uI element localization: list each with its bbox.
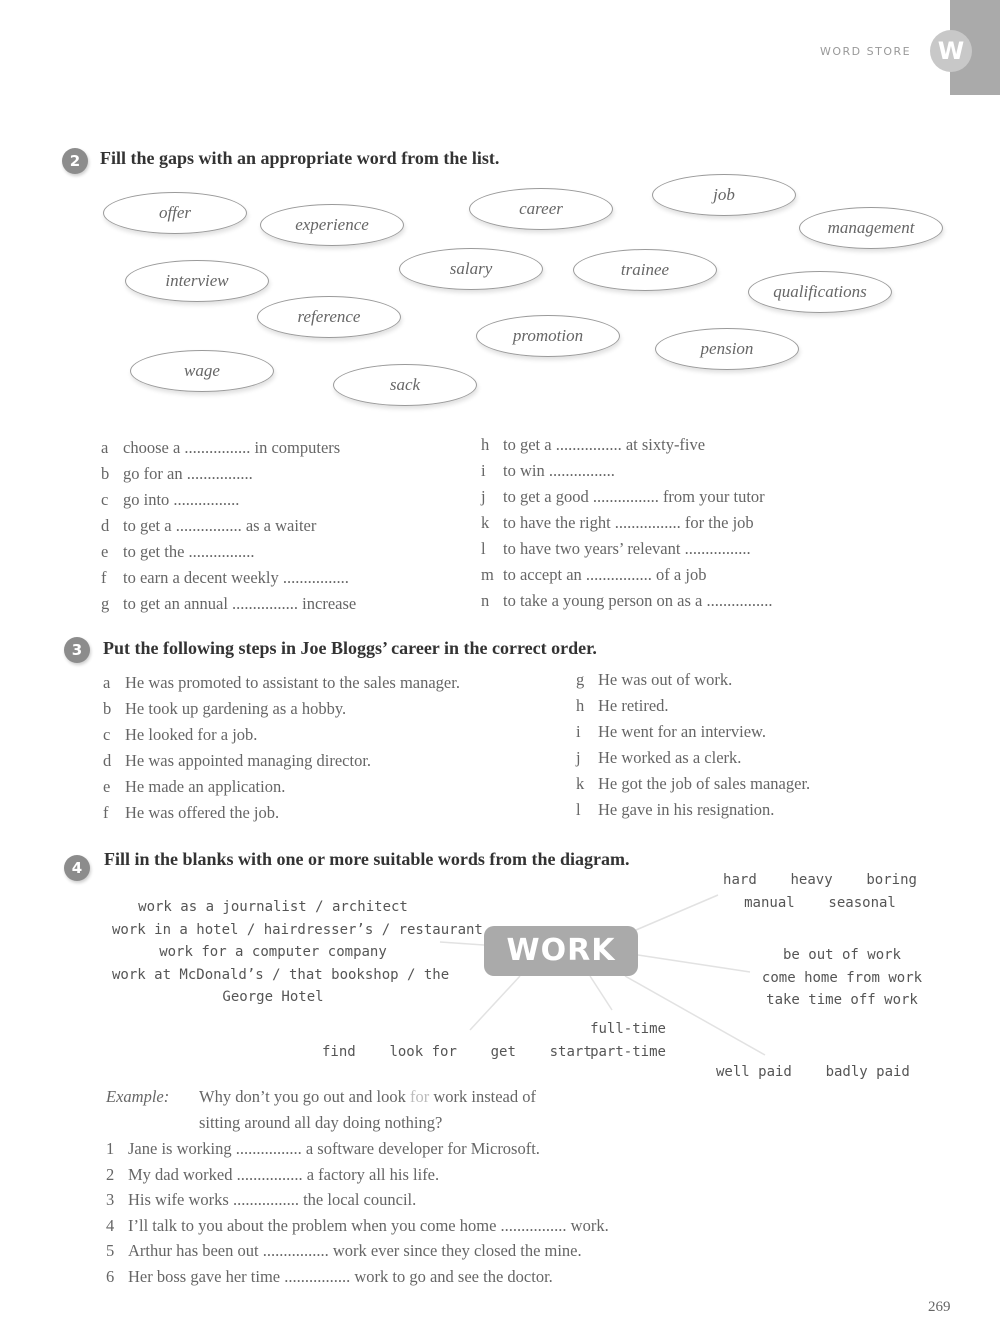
diagram-word: badly paid [825,1064,910,1080]
diagram-center-work: WORK [484,926,638,976]
item-letter: e [103,777,111,796]
item-text: Arthur has been out ................ work ever since they closed the mine. [128,1241,582,1260]
list-item [106,1264,609,1290]
item-text: He was promoted to assistant to the sales manager. [125,673,460,692]
item-text: to earn a decent weekly ................ [123,568,349,587]
item-text: I’ll talk to you about the problem when you come home ................ work. [128,1215,609,1235]
word-oval: sack [333,364,477,406]
item-text: to get a good ................ from your tutor [503,487,765,506]
item-text: choose a ................ in computers [123,438,341,457]
diagram-word: start [549,1044,592,1060]
exercise-number-badge: 2 [62,148,88,174]
item-text: He retired. [598,696,669,715]
item-text: He was offered the job. [125,803,280,822]
list-item [106,1213,609,1239]
diagram-phrase: work in a hotel / hairdresser’s / restaurant [112,921,483,938]
section-label: WORD STORE [820,45,912,58]
diagram-phrase: work for a computer company [159,944,387,960]
item-number: 5 [106,1241,115,1260]
page-number: 269 [928,1299,951,1315]
item-letter: h [481,435,490,454]
item-letter: j [481,487,486,506]
diagram-adjectives-row [722,869,918,892]
item-text: He gave in his resignation. [598,800,775,819]
item-text: He looked for a job. [125,725,258,744]
item-letter: h [576,696,585,715]
item-number: 2 [106,1164,115,1184]
diagram-word: get [490,1044,516,1060]
word-oval: experience [260,204,404,246]
word-oval: offer [103,192,247,234]
exercise-title: Fill in the blanks with one or more suitable words from the diagram. [104,849,630,869]
item-text: to get the ................ [123,542,255,561]
item-text: My dad worked ................ a factory all his life. [128,1164,440,1184]
item-letter: c [101,490,109,509]
item-letter: b [101,464,110,483]
diagram-word: hard [723,872,757,888]
item-text: to win ................ [503,461,615,480]
word-oval: promotion [476,315,620,357]
item-text: go into ................ [123,490,240,509]
word-oval: salary [399,248,543,290]
diagram-word: boring [866,872,917,888]
diagram-pay [716,1061,910,1084]
diagram-adjectives-row [722,892,918,915]
item-letter: j [576,748,581,767]
diagram-word: look for [389,1044,457,1060]
item-letter: c [103,725,111,744]
item-text: He was out of work. [598,670,733,689]
word-oval: pension [655,328,799,370]
item-text: Jane is working ................ a software developer for Microsoft. [128,1139,540,1158]
diagram-word: well paid [716,1064,792,1080]
diagram-adjectives [722,869,918,914]
item-text: to have two years’ relevant ................ [503,539,751,558]
diagram-word: find [322,1044,356,1060]
item-letter: b [103,699,112,718]
diagram-phrase: come home from work [761,969,923,986]
diagram-left-block [112,896,483,1009]
example-text: Why don’t you go out and look [199,1087,410,1106]
diagram-word: heavy [790,872,833,888]
word-oval: reference [257,296,401,338]
item-text: Her boss gave her time ................ work to go and see the doctor. [128,1266,553,1286]
diagram-time [588,1018,668,1063]
section-letter-badge: W [930,30,972,72]
diagram-verbs [322,1041,592,1064]
item-text: He made an application. [125,777,286,796]
item-text: to have the right ................ for the job [503,513,754,532]
diagram-work-phrases [760,944,924,1012]
exercise-title: Fill the gaps with an appropriate word from the list. [100,148,500,168]
example-text: sitting around all day doing nothing? [199,1112,443,1132]
item-letter: i [481,461,486,480]
item-letter: f [101,568,107,587]
diagram-word: manual [744,894,795,911]
diagram-word: seasonal [828,894,896,911]
example [106,1084,536,1135]
diagram-phrase: take time off work [766,992,918,1008]
item-letter: m [481,565,494,584]
item-text: He got the job of sales manager. [598,774,811,793]
example-text: work instead of [429,1087,537,1106]
item-letter: g [576,670,585,689]
list-item [106,1187,609,1213]
diagram-phrase: be out of work [782,947,901,963]
word-oval: interview [125,260,269,302]
item-letter: n [481,591,490,610]
exercise-number-badge: 3 [64,637,90,663]
list-item [106,1238,609,1264]
diagram-word: part-time [590,1043,666,1060]
connector-line [590,976,612,1010]
item-letter: a [101,438,109,457]
word-oval: wage [130,350,274,392]
word-oval: management [799,207,943,249]
connector-line [636,895,718,930]
diagram-phrase: work as a journalist / architect [138,899,408,915]
exercise-title: Put the following steps in Joe Bloggs’ career in the correct order. [103,638,597,658]
item-letter: l [576,800,581,819]
item-text: to get an annual ................ increase [123,594,357,613]
word-oval: career [469,188,613,230]
example-answer: for [409,1087,430,1106]
item-letter: i [576,722,581,741]
exercise4-items [106,1136,609,1289]
item-number: 1 [106,1139,115,1158]
item-letter: e [101,542,109,561]
item-number: 6 [106,1266,115,1286]
item-letter: k [481,513,490,532]
word-oval: qualifications [748,271,892,313]
item-text: go for an ................ [123,464,253,483]
item-letter: l [481,539,486,558]
item-text: He went for an interview. [598,722,766,741]
word-oval: trainee [573,249,717,291]
connector-line [440,942,484,945]
item-text: to accept an ................ of a job [503,565,707,584]
item-letter: a [103,673,111,692]
example-label: Example: [106,1087,170,1106]
list-item [106,1162,609,1188]
item-number: 4 [106,1215,115,1235]
item-text: to get a ................ as a waiter [123,516,317,535]
item-text: He worked as a clerk. [598,748,742,767]
connector-line [638,955,750,972]
exercise-number-badge: 4 [64,855,90,881]
item-letter: g [101,594,110,613]
diagram-phrase: George Hotel [222,989,324,1005]
item-letter: k [576,774,585,793]
item-text: He was appointed managing director. [125,751,372,770]
item-text: to get a ................ at sixty-five [503,435,706,454]
item-number: 3 [106,1190,115,1209]
item-letter: f [103,803,109,822]
list-item [106,1136,609,1162]
connector-line [470,976,520,1030]
item-letter: d [101,516,110,535]
diagram-phrase: work at McDonald’s / that bookshop / the [112,966,450,983]
item-text: His wife works ................ the local council. [128,1190,417,1209]
diagram-word: full-time [590,1021,666,1037]
item-text: He took up gardening as a hobby. [125,699,347,718]
item-letter: d [103,751,112,770]
item-text: to take a young person on as a ................ [503,591,773,610]
word-oval: job [652,174,796,216]
